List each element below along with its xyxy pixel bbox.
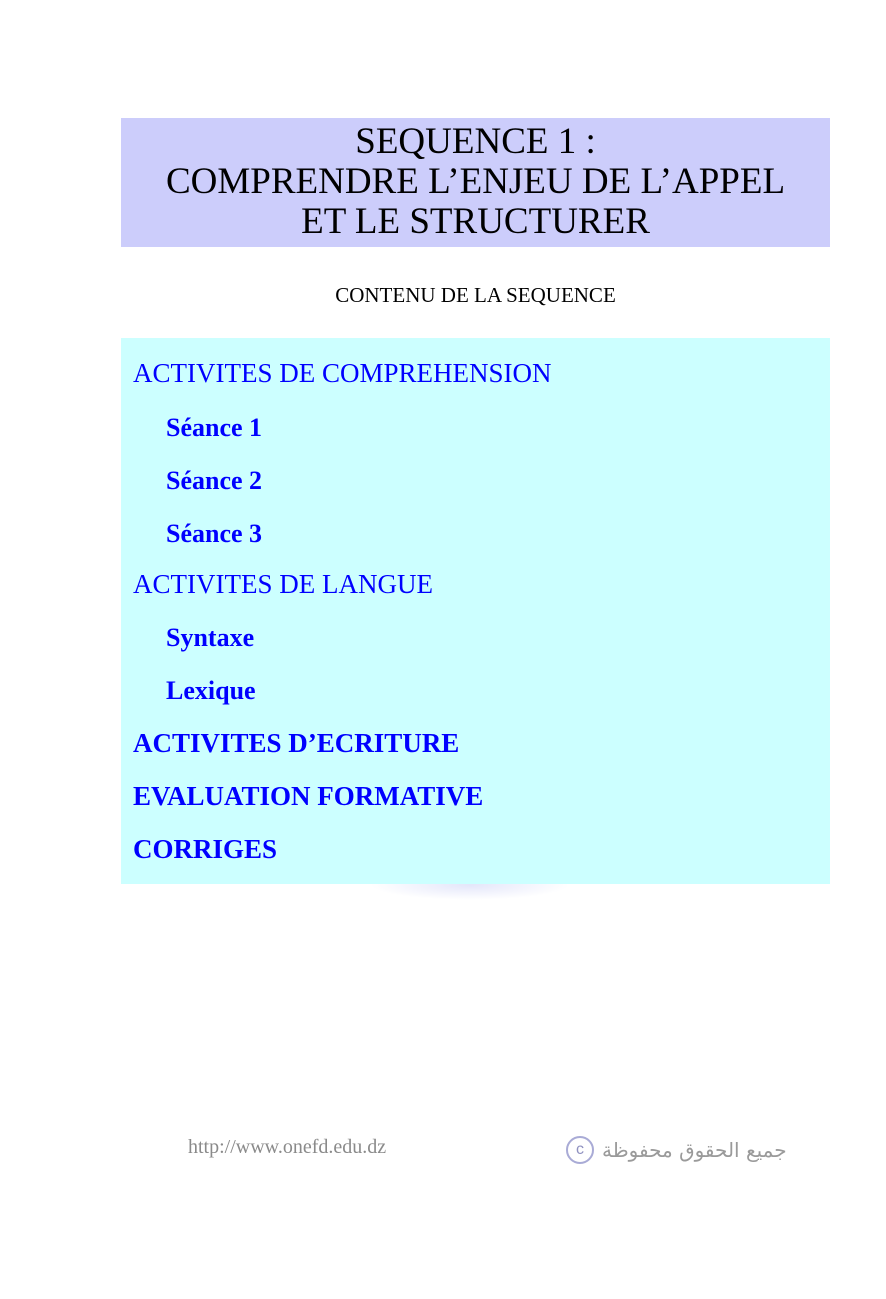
link-activites-ecriture[interactable]: ACTIVITES D’ECRITURE: [133, 728, 460, 758]
link-evaluation-formative[interactable]: EVALUATION FORMATIVE: [133, 781, 484, 811]
link-seance-1[interactable]: Séance 1: [166, 413, 263, 442]
copyright-text: جميع الحقوق محفوظة: [602, 1138, 787, 1162]
section-subtitle: CONTENU DE LA SEQUENCE: [335, 283, 616, 307]
title-line-3: ET LE STRUCTURER: [301, 201, 650, 242]
copyright-icon: c: [566, 1136, 594, 1164]
link-corriges[interactable]: CORRIGES: [133, 834, 278, 864]
title-line-2: COMPRENDRE L’ENJEU DE L’APPEL: [165, 161, 786, 202]
page-title: [121, 118, 830, 247]
link-seance-2[interactable]: Séance 2: [166, 466, 263, 495]
link-seance-3[interactable]: Séance 3: [166, 519, 263, 548]
link-syntaxe[interactable]: Syntaxe: [166, 623, 255, 652]
footer-url: http://www.onefd.edu.dz: [188, 1136, 387, 1158]
link-lexique[interactable]: Lexique: [166, 676, 256, 705]
link-activites-comprehension[interactable]: ACTIVITES DE COMPREHENSION: [133, 358, 552, 388]
title-line-1: SEQUENCE 1 :: [355, 121, 596, 162]
link-activites-langue[interactable]: ACTIVITES DE LANGUE: [133, 569, 433, 599]
footer-copyright: [566, 1133, 787, 1167]
sequence-contents-menu: [121, 338, 830, 884]
